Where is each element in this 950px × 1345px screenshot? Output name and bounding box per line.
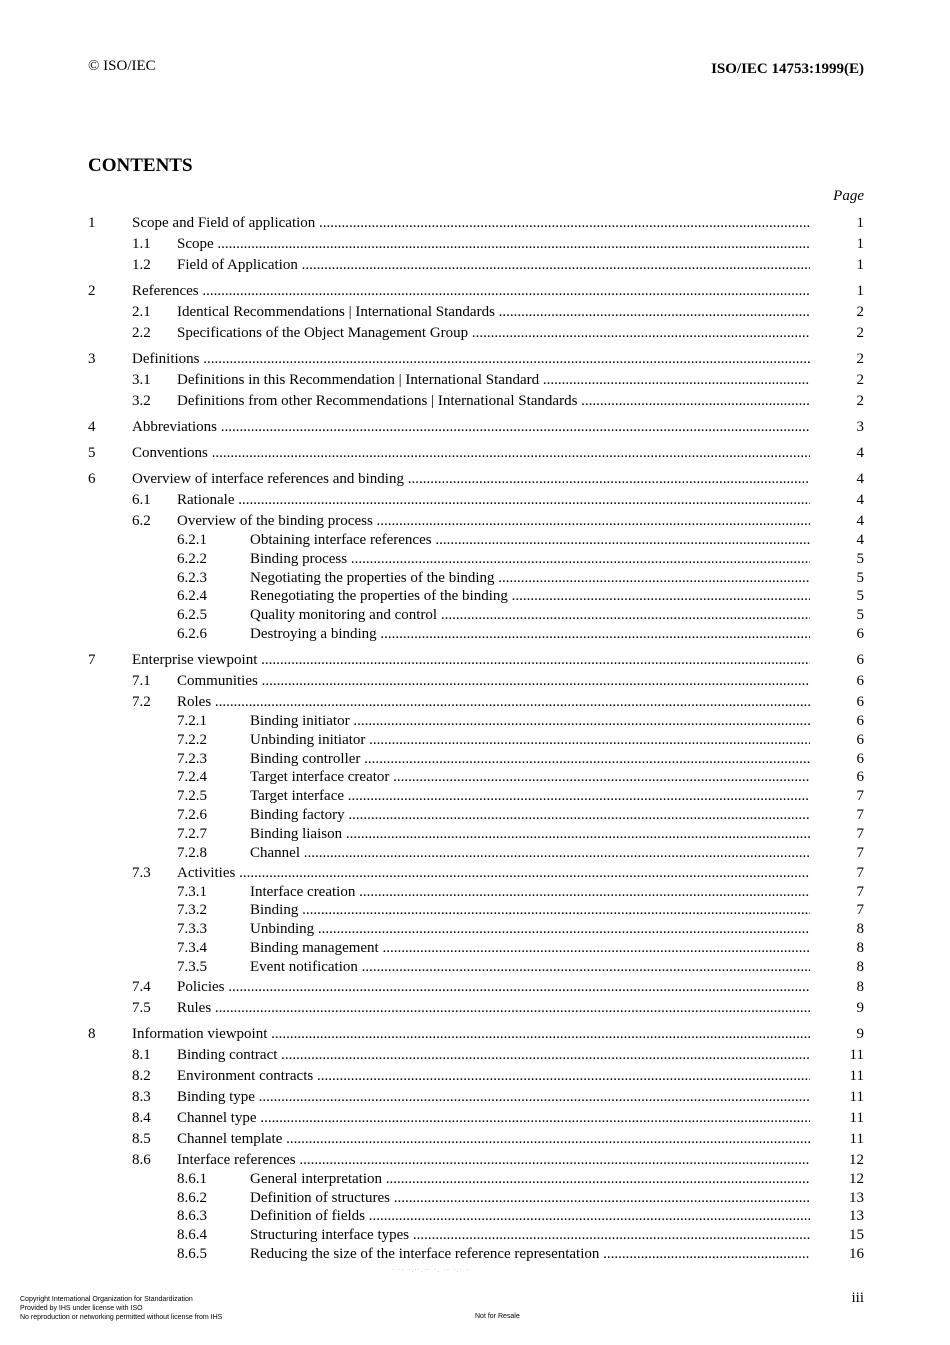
toc-entry-page: 7 xyxy=(856,807,864,823)
toc-entry-number: 6.2 xyxy=(132,513,151,529)
toc-entry-page: 8 xyxy=(856,940,864,956)
toc-entry-title[interactable]: References ..... xyxy=(132,281,810,301)
toc-entry-page: 11 xyxy=(849,1067,864,1084)
toc-entry-title[interactable]: Binding ..... xyxy=(250,900,810,920)
toc-entry-number: 7.2.2 xyxy=(177,731,207,748)
toc-entry-title[interactable]: Unbinding initiator ..... xyxy=(250,730,810,750)
toc-entry-number: 8.6 xyxy=(132,1151,151,1168)
toc-entry-number: 8.6.1 xyxy=(177,1170,207,1187)
toc-entry-title[interactable]: Event notification ..... xyxy=(250,957,810,977)
toc-entry-number: 7.3.4 xyxy=(177,940,207,956)
toc-entry-page: 2 xyxy=(856,325,864,341)
toc-entry-page: 4 xyxy=(856,471,864,487)
toc-entry[interactable] xyxy=(0,711,950,731)
toc-entry-number: 7.3.2 xyxy=(177,902,207,919)
toc-entry-page: 6 xyxy=(856,750,864,767)
toc-entry-title[interactable]: Renegotiating the properties of the binding ..... xyxy=(250,586,810,606)
toc-entry-page: 2 xyxy=(856,393,864,409)
footer-line: No reproduction or networking permitted without license from IHS xyxy=(20,1314,223,1321)
toc-entry[interactable] xyxy=(0,957,950,977)
toc-entry[interactable] xyxy=(0,1066,950,1086)
toc-entry-page: 5 xyxy=(856,588,864,605)
toc-entry-page: 7 xyxy=(856,864,864,881)
toc-entry[interactable] xyxy=(0,805,950,825)
toc-entry[interactable] xyxy=(0,586,950,606)
toc-entry-number: 7.3.5 xyxy=(177,958,207,975)
toc-entry-page: 13 xyxy=(849,1208,864,1225)
toc-entry-number: 3.2 xyxy=(132,393,151,409)
toc-entry[interactable] xyxy=(0,1108,950,1128)
toc-entry-title[interactable]: Rationale ..... xyxy=(177,490,810,510)
toc-entry-number: 6.2.4 xyxy=(177,588,207,605)
toc-entry-number: 3.1 xyxy=(132,372,151,388)
toc-entry-page: 8 xyxy=(856,958,864,975)
toc-entry-title[interactable]: Overview of the binding process ..... xyxy=(177,511,810,531)
toc-entry[interactable] xyxy=(0,900,950,920)
toc-entry-number: 2 xyxy=(88,283,96,299)
toc-entry-title[interactable]: Obtaining interface references ..... xyxy=(250,530,810,550)
toc-entry-page: 16 xyxy=(849,1246,864,1262)
toc-entry-page: 11 xyxy=(849,1130,864,1147)
toc-entry[interactable] xyxy=(0,255,950,275)
toc-entry-number: 6.2.6 xyxy=(177,626,207,642)
toc-entry[interactable] xyxy=(0,749,950,769)
toc-entry[interactable] xyxy=(0,568,950,588)
toc-entry-title[interactable]: Definitions in this Recommendation | International Standard ..... xyxy=(177,370,810,390)
toc-entry-title[interactable]: Unbinding ..... xyxy=(250,919,810,939)
toc-entry-title[interactable]: Destroying a binding ..... xyxy=(250,624,810,644)
toc-entry[interactable] xyxy=(0,469,950,489)
toc-entry-title[interactable]: Definition of structures ..... xyxy=(250,1188,810,1208)
toc-entry[interactable] xyxy=(0,919,950,939)
toc-entry-title[interactable]: Scope ..... xyxy=(177,234,810,254)
toc-entry-page: 7 xyxy=(856,825,864,842)
toc-entry[interactable] xyxy=(0,511,950,531)
toc-entry[interactable] xyxy=(0,998,950,1018)
toc-entry-page: 3 xyxy=(856,419,864,435)
toc-entry[interactable] xyxy=(0,730,950,750)
toc-entry-number: 7.2.6 xyxy=(177,807,207,823)
toc-entry[interactable] xyxy=(0,1206,950,1226)
toc-entry-page: 7 xyxy=(856,883,864,900)
toc-entry-page: 12 xyxy=(849,1151,864,1168)
toc-entry-title[interactable]: Conventions ..... xyxy=(132,443,810,463)
toc-entry-title[interactable]: Specifications of the Object Management Group ..... xyxy=(177,323,810,343)
toc-entry-page: 1 xyxy=(856,236,864,252)
toc-entry[interactable] xyxy=(0,443,950,463)
toc-entry[interactable] xyxy=(0,234,950,254)
toc-entry[interactable] xyxy=(0,417,950,437)
toc-entry-page: 5 xyxy=(856,550,864,567)
toc-entry-number: 7.4 xyxy=(132,978,151,995)
toc-entry-number: 8.4 xyxy=(132,1109,151,1126)
footer-copyright xyxy=(20,1295,222,1322)
toc-entry[interactable] xyxy=(0,1024,950,1044)
toc-entry-title[interactable]: Binding contract ..... xyxy=(177,1045,810,1065)
toc-entry[interactable] xyxy=(0,824,950,844)
toc-entry-page: 6 xyxy=(856,673,864,689)
toc-entry-number: 7.1 xyxy=(132,673,151,689)
toc-entry-number: 6.2.1 xyxy=(177,532,207,548)
toc-entry[interactable] xyxy=(0,692,950,712)
toc-entry-number: 6.2.3 xyxy=(177,569,207,586)
toc-entry-title[interactable]: Scope and Field of application ..... xyxy=(132,213,810,233)
toc-entry-title[interactable]: Overview of interface references and binding ..... xyxy=(132,469,810,489)
toc-entry-page: 8 xyxy=(856,921,864,938)
toc-entry-number: 8.2 xyxy=(132,1067,151,1084)
toc-entry-title[interactable]: Policies ..... xyxy=(177,977,810,997)
toc-entry-number: 7.2.3 xyxy=(177,750,207,767)
toc-entry-page: 1 xyxy=(856,215,864,231)
toc-entry[interactable] xyxy=(0,349,950,369)
toc-entry-number: 7.3 xyxy=(132,864,151,881)
toc-entry-page: 11 xyxy=(849,1046,864,1063)
toc-entry-page: 15 xyxy=(849,1227,864,1244)
toc-entry-page: 6 xyxy=(856,626,864,642)
toc-entry-number: 8.6.2 xyxy=(177,1189,207,1206)
toc-entry-number: 1.1 xyxy=(132,236,151,252)
toc-entry-page: 4 xyxy=(856,492,864,508)
toc-entry-title[interactable]: Binding factory ..... xyxy=(250,805,810,825)
toc-entry[interactable] xyxy=(0,843,950,863)
toc-entry[interactable] xyxy=(0,605,950,625)
toc-entry-number: 5 xyxy=(88,445,96,461)
toc-entry-page: 11 xyxy=(849,1109,864,1126)
toc-entry-number: 2.1 xyxy=(132,304,151,320)
toc-entry-number: 7.2.8 xyxy=(177,844,207,861)
toc-entry-page: 6 xyxy=(856,694,864,710)
toc-entry[interactable] xyxy=(0,1169,950,1189)
toc-entry[interactable] xyxy=(0,786,950,806)
toc-entry[interactable] xyxy=(0,549,950,569)
toc-entry-number: 7.2.7 xyxy=(177,825,207,842)
toc-entry-page: 9 xyxy=(856,999,864,1016)
footer-line: Provided by IHS under license with ISO xyxy=(20,1305,143,1312)
toc-entry-page: 11 xyxy=(849,1088,864,1105)
toc-entry[interactable] xyxy=(0,863,950,883)
toc-entry-title[interactable]: Rules ..... xyxy=(177,998,810,1018)
toc-entry[interactable] xyxy=(0,1150,950,1170)
page-column-label: Page xyxy=(833,188,864,204)
toc-entry-number: 8.1 xyxy=(132,1046,151,1063)
toc-entry[interactable] xyxy=(0,1087,950,1107)
toc-entry-page: 7 xyxy=(856,844,864,861)
toc-entry-title[interactable]: Binding management ..... xyxy=(250,938,810,958)
header-copyright: © ISO/IEC xyxy=(88,58,156,74)
toc-entry-number: 6.2.5 xyxy=(177,607,207,624)
toc-entry-title[interactable]: Communities ..... xyxy=(177,671,810,691)
toc-entry[interactable] xyxy=(0,1188,950,1208)
toc-entry-title[interactable]: Binding liaison ..... xyxy=(250,824,810,844)
toc-entry[interactable] xyxy=(0,938,950,958)
toc-entry-title[interactable]: Structuring interface types ..... xyxy=(250,1225,810,1245)
footer-not-for-resale: Not for Resale xyxy=(475,1313,520,1320)
toc-entry-number: 8.6.4 xyxy=(177,1227,207,1244)
toc-entry-title[interactable]: Definitions from other Recommendations | International Standards ..... xyxy=(177,391,810,411)
toc-entry-title[interactable]: Environment contracts ..... xyxy=(177,1066,810,1086)
toc-entry-title[interactable]: Enterprise viewpoint ..... xyxy=(132,650,810,670)
toc-entry-page: 7 xyxy=(856,788,864,805)
toc-entry-number: 3 xyxy=(88,351,96,367)
toc-entry-page: 12 xyxy=(849,1170,864,1187)
toc-entry-title[interactable]: Information viewpoint ..... xyxy=(132,1024,810,1044)
toc-entry-number: 1.2 xyxy=(132,257,151,273)
toc-entry-page: 6 xyxy=(856,652,864,668)
toc-entry-page: 6 xyxy=(856,713,864,729)
toc-entry[interactable] xyxy=(0,671,950,691)
toc-entry[interactable] xyxy=(0,490,950,510)
toc-entry[interactable] xyxy=(0,213,950,233)
toc-entry[interactable] xyxy=(0,1045,950,1065)
toc-entry-number: 7 xyxy=(88,652,96,668)
toc-entry-number: 7.3.1 xyxy=(177,883,207,900)
toc-entry-number: 7.3.3 xyxy=(177,921,207,938)
toc-entry-title[interactable]: General interpretation ..... xyxy=(250,1169,810,1189)
toc-entry-title[interactable]: Target interface creator ..... xyxy=(250,767,810,787)
toc-entry-page: 8 xyxy=(856,978,864,995)
toc-entry-page: 5 xyxy=(856,569,864,586)
toc-entry[interactable] xyxy=(0,323,950,343)
toc-entry-number: 6.2.2 xyxy=(177,550,207,567)
toc-entry[interactable] xyxy=(0,391,950,411)
page-title: CONTENTS xyxy=(88,155,193,176)
toc-entry-number: 8 xyxy=(88,1025,96,1042)
toc-entry-number: 7.2.4 xyxy=(177,769,207,786)
toc-entry-title[interactable]: Reducing the size of the interface reference representation ..... xyxy=(250,1244,810,1264)
toc-entry-title[interactable]: Negotiating the properties of the binding ..... xyxy=(250,568,810,588)
toc-entry[interactable] xyxy=(0,302,950,322)
toc-entry-page: 1 xyxy=(856,257,864,273)
toc-entry-number: 6.1 xyxy=(132,492,151,508)
toc-entry-title[interactable]: Field of Application ..... xyxy=(177,255,810,275)
toc-entry-number: 8.3 xyxy=(132,1088,151,1105)
toc-entry[interactable] xyxy=(0,882,950,902)
toc-entry-number: 4 xyxy=(88,419,96,435)
toc-entry[interactable] xyxy=(0,977,950,997)
toc-entry[interactable] xyxy=(0,530,950,550)
toc-entry-title[interactable]: Interface creation ..... xyxy=(250,882,810,902)
toc-entry-page: 9 xyxy=(856,1025,864,1042)
toc-entry-page: 1 xyxy=(856,283,864,299)
toc-entry-number: 8.6.5 xyxy=(177,1246,207,1262)
toc-entry-page: 13 xyxy=(849,1189,864,1206)
toc-entry[interactable] xyxy=(0,1225,950,1245)
toc-entry-title[interactable]: Binding type ..... xyxy=(177,1087,810,1107)
toc-entry-page: 2 xyxy=(856,304,864,320)
toc-entry-title[interactable]: Quality monitoring and control ..... xyxy=(250,605,810,625)
toc-entry-page: 6 xyxy=(856,769,864,786)
toc-entry[interactable] xyxy=(0,1129,950,1149)
toc-entry[interactable] xyxy=(0,650,950,670)
toc-entry-title[interactable]: Interface references ..... xyxy=(177,1150,810,1170)
toc-entry-page: 4 xyxy=(856,445,864,461)
toc-entry-page: 6 xyxy=(856,731,864,748)
toc-entry-title[interactable]: Definitions ..... xyxy=(132,349,810,369)
toc-entry-page: 4 xyxy=(856,532,864,548)
toc-entry-page: 7 xyxy=(856,902,864,919)
toc-entry[interactable] xyxy=(0,370,950,390)
toc-entry-title[interactable]: Activities ..... xyxy=(177,863,810,883)
toc-entry-title[interactable]: Definition of fields ..... xyxy=(250,1206,810,1226)
toc-entry-number: 1 xyxy=(88,215,96,231)
toc-entry-number: 7.2 xyxy=(132,694,151,710)
toc-entry-title[interactable]: Abbreviations ..... xyxy=(132,417,810,437)
toc-entry-number: 7.2.1 xyxy=(177,713,207,729)
toc-entry-number: 7.5 xyxy=(132,999,151,1016)
toc-entry-page: 4 xyxy=(856,513,864,529)
toc-entry-title[interactable]: Channel ..... xyxy=(250,843,810,863)
toc-entry-number: 8.5 xyxy=(132,1130,151,1147)
toc-entry-page: 2 xyxy=(856,372,864,388)
toc-entry-title[interactable]: Target interface ..... xyxy=(250,786,810,806)
toc-entry-page: 5 xyxy=(856,607,864,624)
toc-entry-title[interactable]: Binding initiator ..... xyxy=(250,711,810,731)
toc-entry-number: 7.2.5 xyxy=(177,788,207,805)
toc-entry[interactable] xyxy=(0,1244,950,1264)
footer-line: Copyright International Organization for Standardization xyxy=(20,1296,193,1303)
toc-entry-number: 2.2 xyxy=(132,325,151,341)
toc-entry[interactable] xyxy=(0,767,950,787)
page-number: iii xyxy=(851,1290,864,1306)
toc-entry[interactable] xyxy=(0,281,950,301)
header-standard-id: ISO/IEC 14753:1999(E) xyxy=(711,61,864,77)
toc-entry[interactable] xyxy=(0,624,950,644)
toc-entry-title[interactable]: Binding controller ..... xyxy=(250,749,810,769)
toc-entry-title[interactable]: Roles ..... xyxy=(177,692,810,712)
toc-entry-page: 2 xyxy=(856,351,864,367)
scan-artifact: · ·· ·.··.·· ·. ·· ·.· · xyxy=(392,1266,470,1274)
toc-entry-number: 6 xyxy=(88,471,96,487)
toc-entry-title[interactable]: Identical Recommendations | International Standards ..... xyxy=(177,302,810,322)
toc-entry-title[interactable]: Channel type ..... xyxy=(177,1108,810,1128)
toc-entry-title[interactable]: Channel template ..... xyxy=(177,1129,810,1149)
toc-entry-title[interactable]: Binding process ..... xyxy=(250,549,810,569)
toc-entry-number: 8.6.3 xyxy=(177,1208,207,1225)
